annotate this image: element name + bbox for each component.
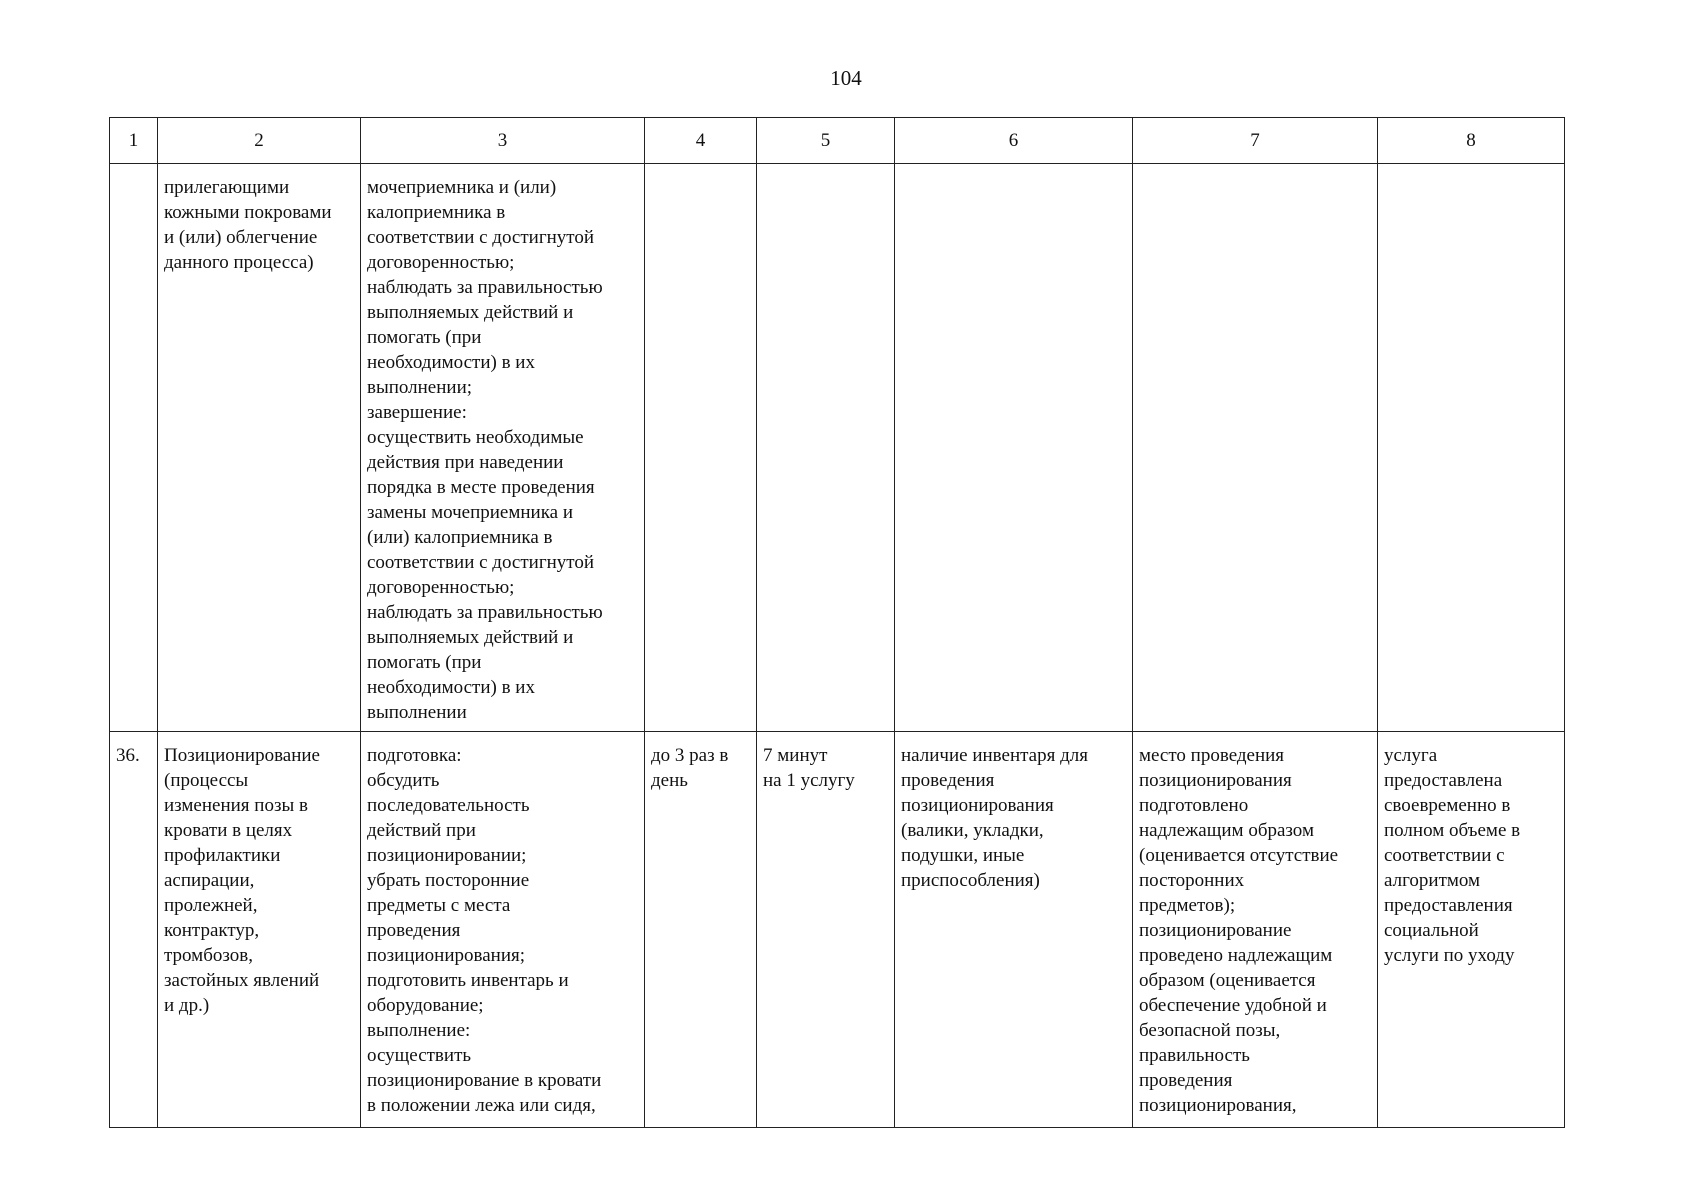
row-number-cell: 36. (110, 732, 158, 1128)
column-number-2: 2 (158, 118, 361, 164)
table-cell (645, 164, 757, 732)
conditions-cell: наличие инвентаря для проведения позиционирования (валики, укладки, подушки, иные приспособления) (895, 732, 1133, 1128)
table-row (110, 164, 1565, 732)
page-number: 104 (830, 66, 862, 90)
table-cell (1378, 164, 1565, 732)
column-number-6: 6 (895, 118, 1133, 164)
frequency-cell: до 3 раз в день (645, 732, 757, 1128)
column-number-7: 7 (1133, 118, 1378, 164)
column-number-8: 8 (1378, 118, 1565, 164)
quality-criteria-cell: место проведения позиционирования подготовлено надлежащим образом (оценивается отсутствие посторонних предметов); позиционирование проведено надлежащим образом (оценивается обеспечение удобной и безопасной позы, правильность проведения позиционирования, (1133, 732, 1378, 1128)
duration-cell: 7 минут на 1 услугу (757, 732, 895, 1128)
table-cell (895, 164, 1133, 732)
column-number-1: 1 (110, 118, 158, 164)
evaluation-cell: услуга предоставлена своевременно в полном объеме в соответствии с алгоритмом предоставления социальной услуги по уходу (1378, 732, 1565, 1128)
table-cell: прилегающими кожными покровами и (или) облегчение данного процесса) (158, 164, 361, 732)
service-description-cell: подготовка: обсудить последовательность действий при позиционировании; убрать посторонние предметы с места проведения позиционирования; подготовить инвентарь и оборудование; выполнение: осуществить позиционирование в кровати в положении лежа или сидя, (361, 732, 645, 1128)
table-header-row (110, 118, 1565, 164)
table-cell: мочеприемника и (или) калоприемника в соответствии с достигнутой договоренностью; наблюдать за правильностью выполняемых действий и помогать (при необходимости) в их выполнении; завершение: осуществить необходимые действия при наведении порядка в месте проведения замены мочеприемника и (или) калоприемника в соответствии с достигнутой договоренностью; наблюдать за правильностью выполняемых действий и помогать (при необходимости) в их выполнении (361, 164, 645, 732)
column-number-4: 4 (645, 118, 757, 164)
column-number-3: 3 (361, 118, 645, 164)
services-table (109, 117, 1565, 1128)
table-cell (1133, 164, 1378, 732)
table-cell (757, 164, 895, 732)
service-name-cell: Позиционирование (процессы изменения позы в кровати в целях профилактики аспирации, пролежней, контрактур, тромбозов, застойных явлений и др.) (158, 732, 361, 1128)
table-cell (110, 164, 158, 732)
column-number-5: 5 (757, 118, 895, 164)
table-row (110, 732, 1565, 1128)
